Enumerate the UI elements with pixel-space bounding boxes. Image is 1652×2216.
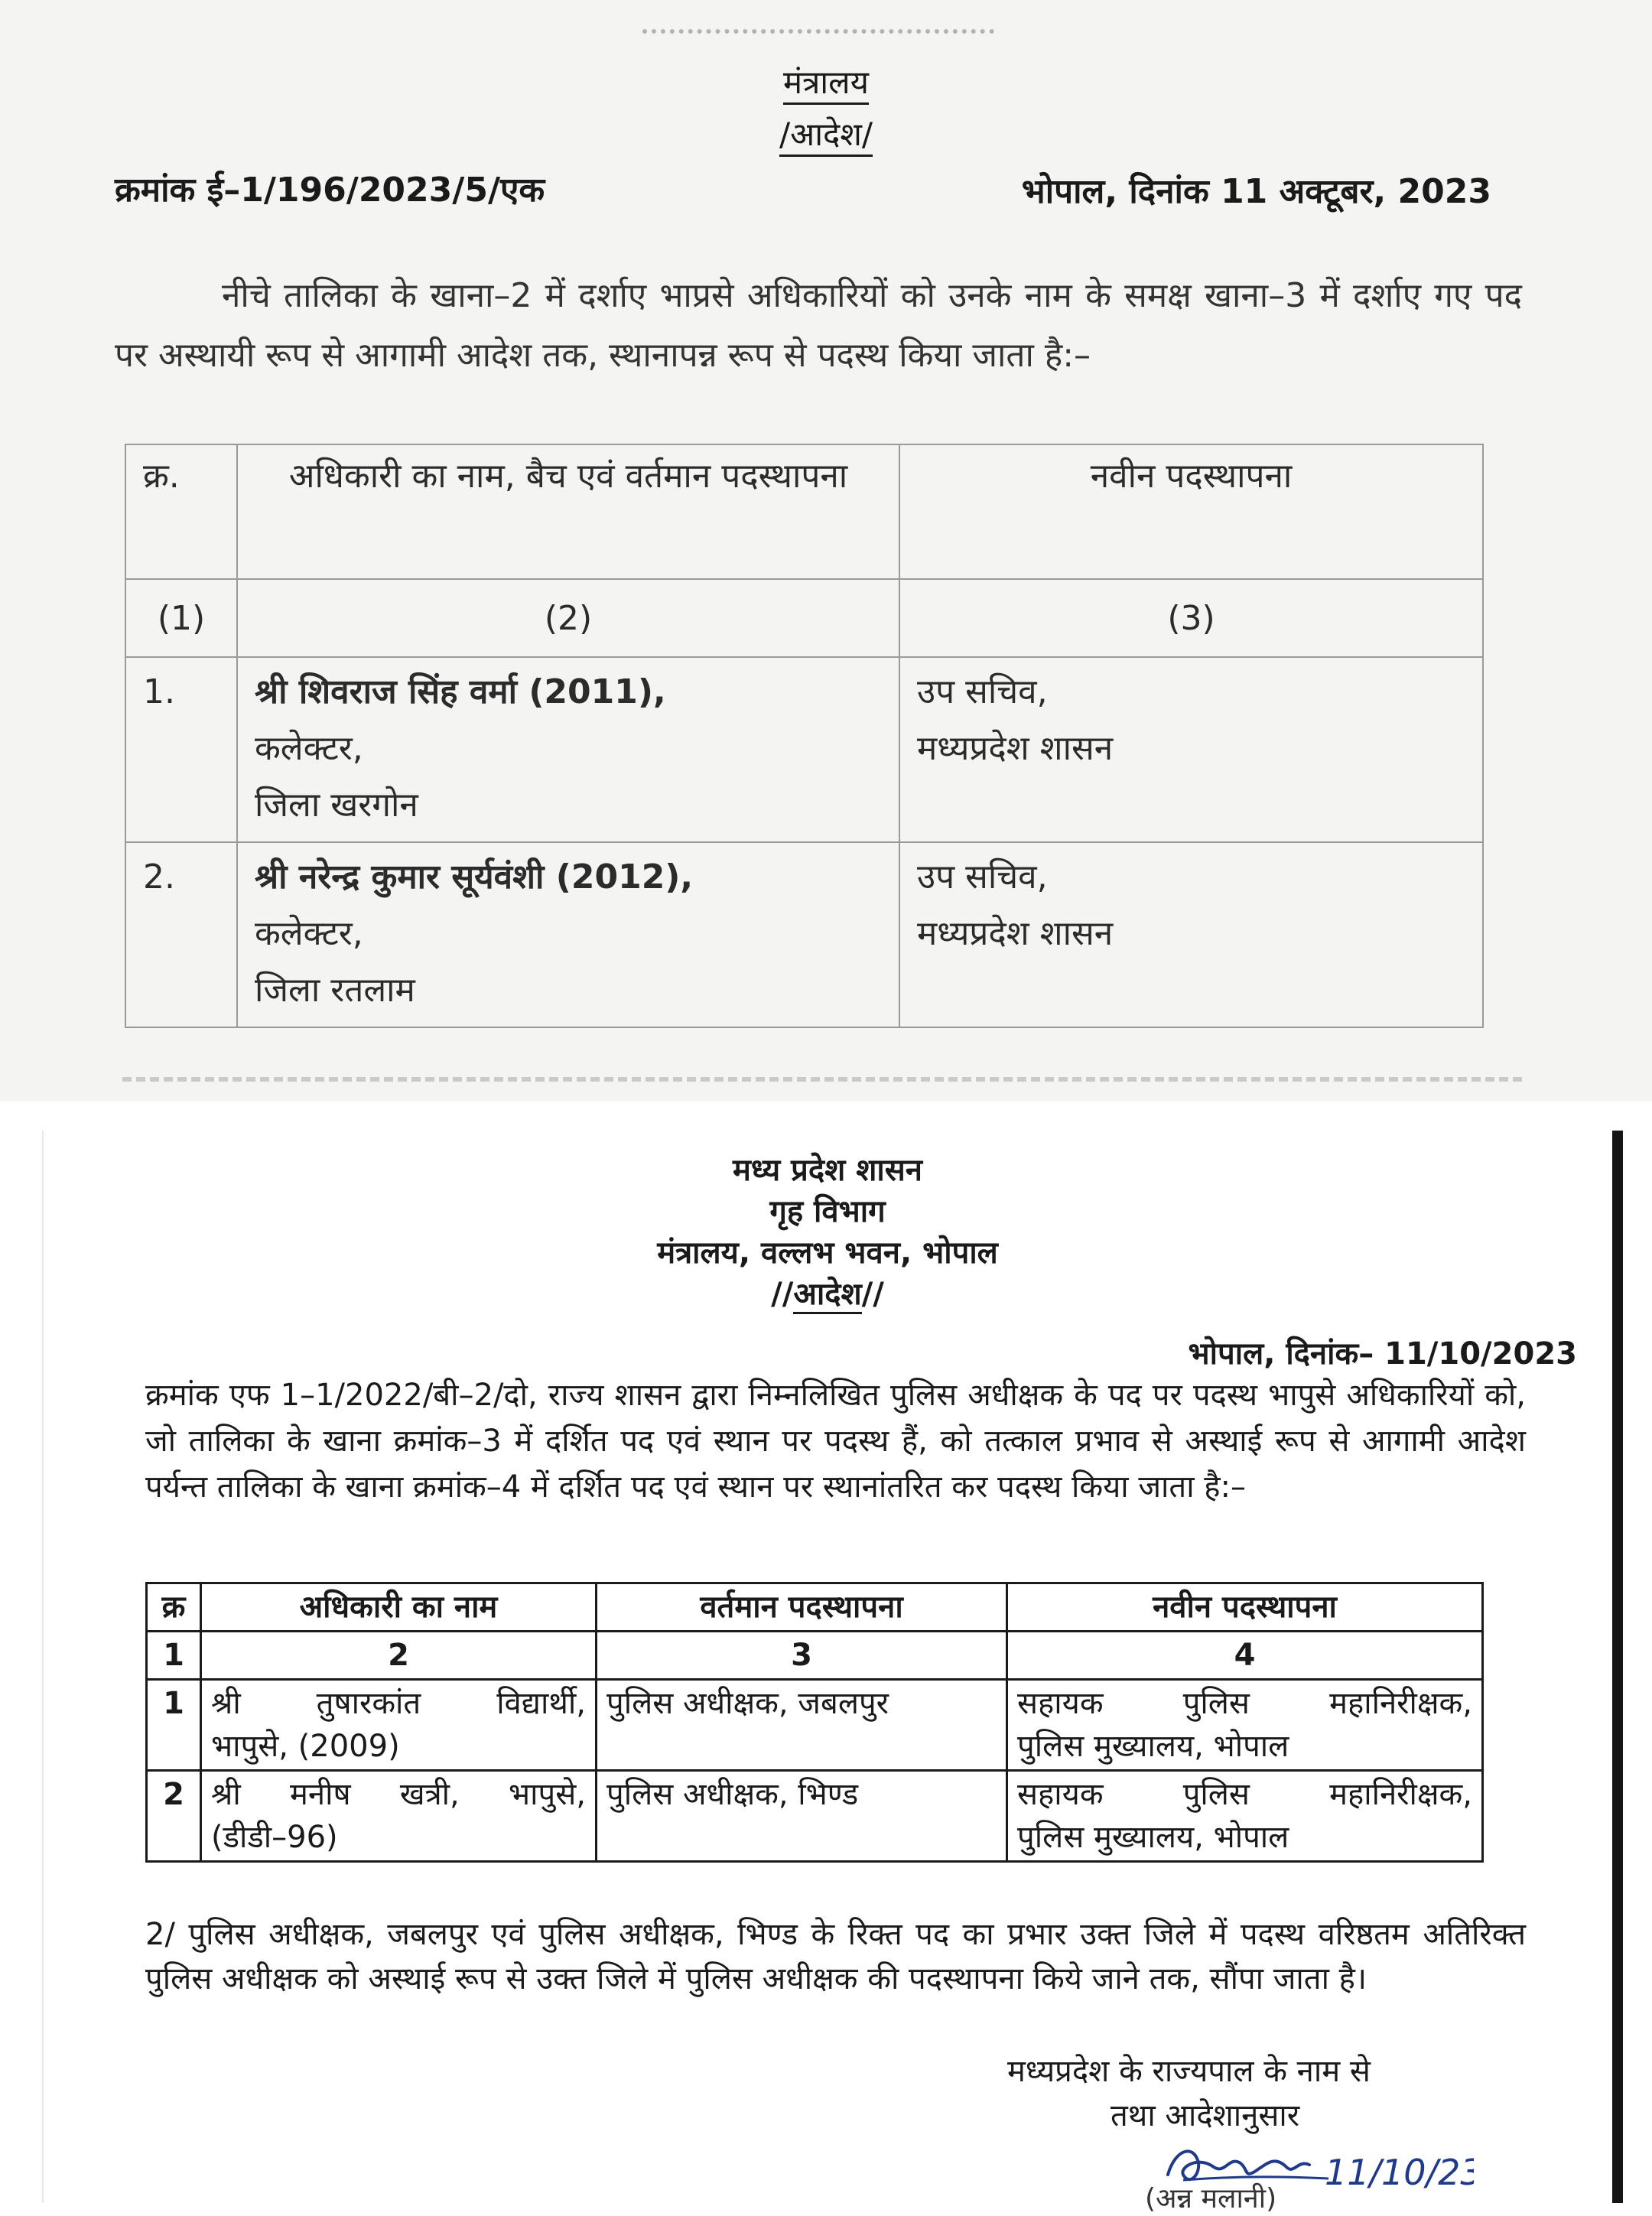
doc2-table-wrap xyxy=(44,1580,1611,1909)
officer-district: जिला रतलाम xyxy=(255,971,415,1010)
new-post: उप सचिव, xyxy=(917,672,1048,711)
row-new-posting xyxy=(899,842,1483,1027)
header-new-posting: नवीन पदस्थापना xyxy=(1007,1583,1483,1632)
col-number: 2 xyxy=(201,1632,597,1680)
col-number: 4 xyxy=(1007,1632,1483,1680)
doc1-paragraph: नीचे तालिका के खाना–2 में दर्शाए भाप्रसे अधिकारियों को उनके नाम के समक्ष खाना–3 में दर्शाए गए पद पर अस्थायी रूप से आगामी आदेश तक, स्थानापन्न रूप से पदस्थ किया जाता है:– xyxy=(115,276,1522,375)
row-sno: 2. xyxy=(125,842,237,1027)
header-sno: क्र. xyxy=(125,444,237,579)
officer-name: श्री नरेन्द्र कुमार सूर्यवंशी (2012), xyxy=(255,857,694,896)
table-number-row xyxy=(125,579,1483,657)
page-gap xyxy=(0,1101,1652,1131)
col-number: 3 xyxy=(597,1632,1007,1680)
signoff-line-2: तथा आदेशानुसार xyxy=(1111,2098,1300,2133)
officer-designation: कलेक्टर, xyxy=(255,729,363,768)
row-officer xyxy=(201,1771,597,1862)
doc1-posting-table xyxy=(125,444,1484,1028)
signoff-line-1: मध्यप्रदेश के राज्यपाल के नाम से xyxy=(1007,2054,1371,2089)
col-number: 1 xyxy=(147,1632,201,1680)
table-row xyxy=(125,842,1483,1027)
officer-batch: भापुसे, (2009) xyxy=(211,1729,400,1764)
scan-edge-shadow xyxy=(1612,1131,1623,2203)
doc2-paragraph: क्रमांक एफ 1–1/2022/बी–2/दो, राज्य शासन द्वारा निम्नलिखित पुलिस अधीक्षक के पद पर पदस्थ भापुसे अधिकारियों को, जो तालिका के खाना क्रमांक–3 में दर्शित पद एवं स्थान पर पदस्थ हैं, को तत्काल प्रभाव से अस्थाई रूप से आगामी आदेश पर्यन्त तालिका के खाना क्रमांक–4 में दर्शित पद एवं स्थान पर स्थानांतरित कर पदस्थ किया जाता है:– xyxy=(145,1378,1526,1505)
doc1-order-number: क्रमांक ई–1/196/2023/5/एक xyxy=(115,171,545,210)
row-current-posting: पुलिस अधीक्षक, जबलपुर xyxy=(597,1680,1007,1771)
table-row xyxy=(147,1680,1483,1771)
header-officer: अधिकारी का नाम, बैच एवं वर्तमान पदस्थापना xyxy=(237,444,899,579)
table-row xyxy=(125,657,1483,842)
doc2-posting-table xyxy=(145,1582,1484,1863)
cropped-text-top xyxy=(642,29,994,44)
doc2-place-date: भोपाल, दिनांक– 11/10/2023 xyxy=(1188,1336,1577,1372)
doc2-header-govt: मध्य प्रदेश शासन xyxy=(732,1153,922,1188)
row-officer xyxy=(237,657,899,842)
table-row xyxy=(147,1771,1483,1862)
officer-name: श्री तुषारकांत विद्यार्थी, xyxy=(211,1686,586,1721)
new-post-place: पुलिस मुख्यालय, भोपाल xyxy=(1017,1729,1289,1764)
new-post-place: पुलिस मुख्यालय, भोपाल xyxy=(1017,1820,1289,1855)
doc1-place-date: भोपाल, दिनांक 11 अक्टूबर, 2023 xyxy=(1021,172,1491,211)
row-officer xyxy=(237,842,899,1027)
new-post: सहायक पुलिस महानिरीक्षक, xyxy=(1017,1686,1472,1721)
row-current-posting: पुलिस अधीक्षक, भिण्ड xyxy=(597,1771,1007,1862)
officer-name: श्री शिवराज सिंह वर्मा (2011), xyxy=(255,672,666,711)
row-officer xyxy=(201,1680,597,1771)
signature-date: 11/10/23 xyxy=(1325,2152,1474,2193)
doc1-header-order: /आदेश/ xyxy=(0,112,1652,155)
row-new-posting xyxy=(899,657,1483,842)
table-header-row xyxy=(147,1583,1483,1632)
order-document-1 xyxy=(0,0,1652,1101)
row-sno: 1. xyxy=(125,657,237,842)
col-number: (1) xyxy=(125,579,237,657)
doc2-paragraph-2: 2/ पुलिस अधीक्षक, जबलपुर एवं पुलिस अधीक्षक, भिण्ड के रिक्त पद का प्रभार उक्त जिले में पदस्थ वरिष्ठतम अतिरिक्त पुलिस अधीक्षक को अस्थाई रूप से उक्त जिले में पुलिस अधीक्षक की पदस्थापना किये जाने तक, सौंपा जाता है। xyxy=(145,1917,1526,1996)
officer-name: श्री मनीष खत्री, भापुसे, xyxy=(211,1777,586,1812)
table-header-row xyxy=(125,444,1483,579)
row-new-posting xyxy=(1007,1771,1483,1862)
officer-batch: (डीडी–96) xyxy=(211,1820,338,1855)
col-number: (3) xyxy=(899,579,1483,657)
officer-district: जिला खरगोन xyxy=(255,786,418,825)
doc2-header-order: //आदेश// xyxy=(44,1271,1611,1313)
signatory-name-partial: (अन्न मलानी) xyxy=(1145,2183,1277,2214)
doc2-header-office: मंत्रालय, वल्लभ भवन, भोपाल xyxy=(657,1235,998,1271)
new-post: सहायक पुलिस महानिरीक्षक, xyxy=(1017,1777,1472,1812)
cropped-text-bottom xyxy=(122,1077,1522,1097)
doc1-header-ministry: मंत्रालय xyxy=(0,60,1652,103)
row-new-posting xyxy=(1007,1680,1483,1771)
new-post-dept: मध्यप्रदेश शासन xyxy=(917,914,1114,953)
header-officer: अधिकारी का नाम xyxy=(201,1583,597,1632)
order-document-2 xyxy=(42,1131,1611,2214)
table-number-row xyxy=(147,1632,1483,1680)
header-current-posting: वर्तमान पदस्थापना xyxy=(597,1583,1007,1632)
col-number: (2) xyxy=(237,579,899,657)
row-sno: 1 xyxy=(147,1680,201,1771)
doc2-header-dept: गृह विभाग xyxy=(769,1194,886,1229)
new-post: उप सचिव, xyxy=(917,857,1048,896)
officer-designation: कलेक्टर, xyxy=(255,914,363,953)
header-sno: क्र xyxy=(147,1583,201,1632)
new-post-dept: मध्यप्रदेश शासन xyxy=(917,729,1114,768)
row-sno: 2 xyxy=(147,1771,201,1862)
header-new-posting: नवीन पदस्थापना xyxy=(899,444,1483,579)
